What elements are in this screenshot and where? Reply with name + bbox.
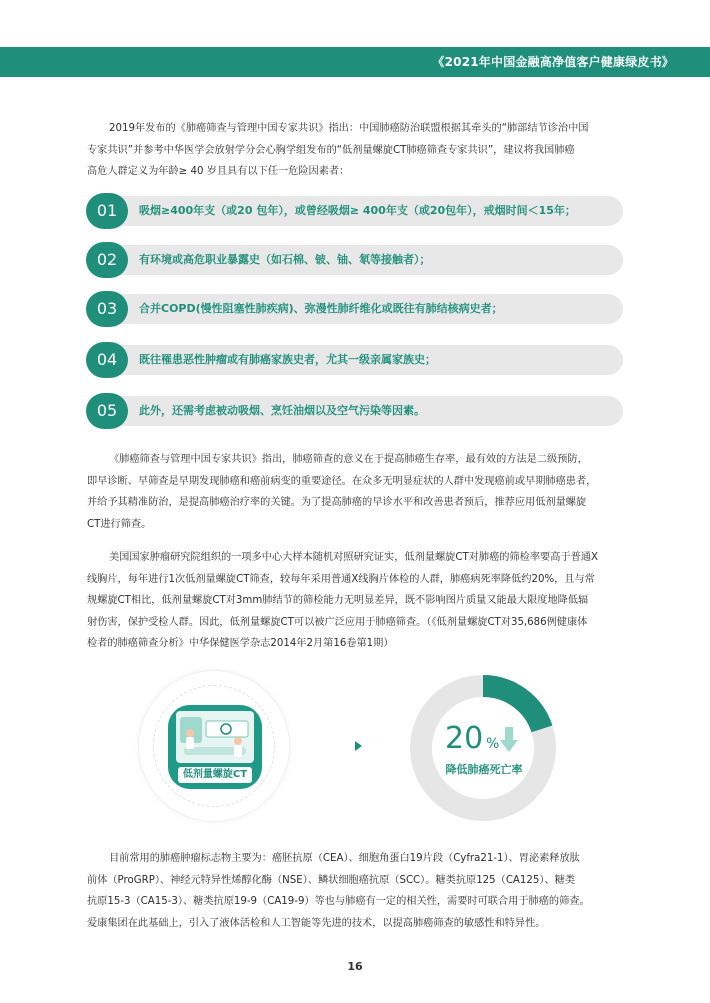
paragraph-line: 抗原15-3（CA15-3）、糖类抗原19-9（CA19-9）等也与肺癌有一定的相关性，需要时可联合用于肺癌的筛查。 [87, 896, 590, 908]
ring-caption: 降低肺癌死亡率 [445, 763, 523, 776]
arrow-down-icon [500, 727, 518, 757]
paragraph-line: 前体（ProGRP）、神经元特异性烯醇化酶（NSE）、鳞状细胞癌抗原（SCC）。糖类抗原125（CA125）、糖类 [87, 874, 576, 886]
paragraph-line: 射伤害，保护受检人群。因此，低剂量螺旋CT可以被广泛应用于肺癌筛查。（《低剂量螺旋CT对35,686例健康体 [87, 616, 588, 628]
ct-label: 低剂量螺旋CT [178, 767, 252, 783]
paragraph-line: 《肺癌筛查与管理中国专家共识》指出，肺癌筛查的意义在于提高肺癌生存率，最有效的方法是二级预防， [109, 454, 588, 465]
paragraph-line: 检者的肺癌筛查分析》中华保健医学杂志2014年2月第16卷第1期） [87, 638, 394, 650]
risk-factor-item [86, 242, 623, 278]
ct-scanner-badge [168, 705, 262, 789]
paragraph-line: 并给予其精准防治，是提高肺癌治疗率的关键。为了提高肺癌的早诊水平和改善患者预后，推荐应用低剂量螺旋 [87, 497, 587, 509]
risk-factor-text: 此外，还需考虑被动吸烟、烹饪油烟以及空气污染等因素。 [139, 404, 425, 417]
risk-factor-text: 有环境或高危职业暴露史（如石棉、铍、铀、氡等接触者）； [139, 253, 431, 266]
percent-value: 20 [445, 721, 484, 756]
risk-factor-number: 05 [86, 393, 128, 429]
paragraph-line: 目前常用的肺癌肿瘤标志物主要为：癌胚抗原（CEA）、细胞角蛋白19片段（Cyfra21-1）、胃泌素释放肽 [109, 853, 580, 864]
risk-factor-item [86, 291, 623, 327]
paragraph-line: 2019年发布的《肺癌筛查与管理中国专家共识》指出：中国肺癌防治联盟根据其牵头的“肺部结节诊治中国 [109, 123, 589, 134]
percent-sign: % [486, 736, 500, 752]
risk-factor-item [86, 193, 623, 229]
paragraph-line: 美国国家肿瘤研究院组织的一项多中心大样本随机对照研究证实，低剂量螺旋CT对肺癌的筛检率要高于普通X [109, 552, 598, 563]
document-title: 《2021年中国金融高净值客户健康绿皮书》 [432, 55, 674, 69]
paragraph-line: 规螺旋CT相比，低剂量螺旋CT对3mm肺结节的筛检能力无明显差异，既不影响图片质量又能最大限度地降低辐 [87, 595, 589, 607]
paragraph-line: 线胸片，每年进行1次低剂量螺旋CT筛查，较每年采用普通X线胸片体检的人群，肺癌病死率降低约20%，且与常 [87, 573, 595, 585]
intro-paragraph [87, 118, 632, 183]
paragraph-line: 爱康集团在此基础上，引入了液体活检和人工智能等先进的技术，以提高肺癌筛查的敏感性和特异性。 [87, 917, 546, 929]
risk-factor-text: 既往罹患恶性肿瘤或有肺癌家族史者，尤其一级亲属家族史； [139, 353, 436, 366]
ct-illustration [138, 670, 290, 822]
research-evidence-paragraph [87, 547, 632, 655]
risk-factor-text: 吸烟≥400年支（或20 包年），或曾经吸烟≥ 400年支（或20包年），戒烟时间＜15年； [139, 204, 576, 217]
tumor-markers-paragraph [87, 848, 632, 934]
risk-factor-number: 01 [86, 193, 128, 229]
page-number: 16 [347, 960, 363, 973]
paragraph-line: 即早诊断、早筛查是早期发现肺癌和癌前病变的重要途径。在众多无明显症状的人群中发现癌前或早期肺癌患者， [87, 475, 597, 487]
risk-factor-number: 03 [86, 291, 128, 327]
risk-factor-number: 04 [86, 342, 128, 378]
paragraph-line: 高危人群定义为年龄≥ 40 岁且具有以下任一危险因素者： [87, 166, 350, 178]
paragraph-line: 专家共识”并参考中华医学会放射学分会心胸学组发布的“低剂量螺旋CT肺癌筛查专家共识”，建议将我国肺癌 [87, 144, 575, 156]
risk-factor-item [86, 342, 623, 378]
ct-scanner-icon [176, 711, 254, 763]
risk-factor-item [86, 393, 623, 429]
risk-factor-text: 合并COPD(慢性阻塞性肺疾病)、弥漫性肺纤维化或既往有肺结核病史者； [139, 302, 503, 315]
paragraph-line: CT进行筛查。 [87, 518, 152, 530]
screening-significance-paragraph [87, 449, 632, 535]
arrow-right-icon [355, 741, 362, 751]
risk-factor-number: 02 [86, 242, 128, 278]
